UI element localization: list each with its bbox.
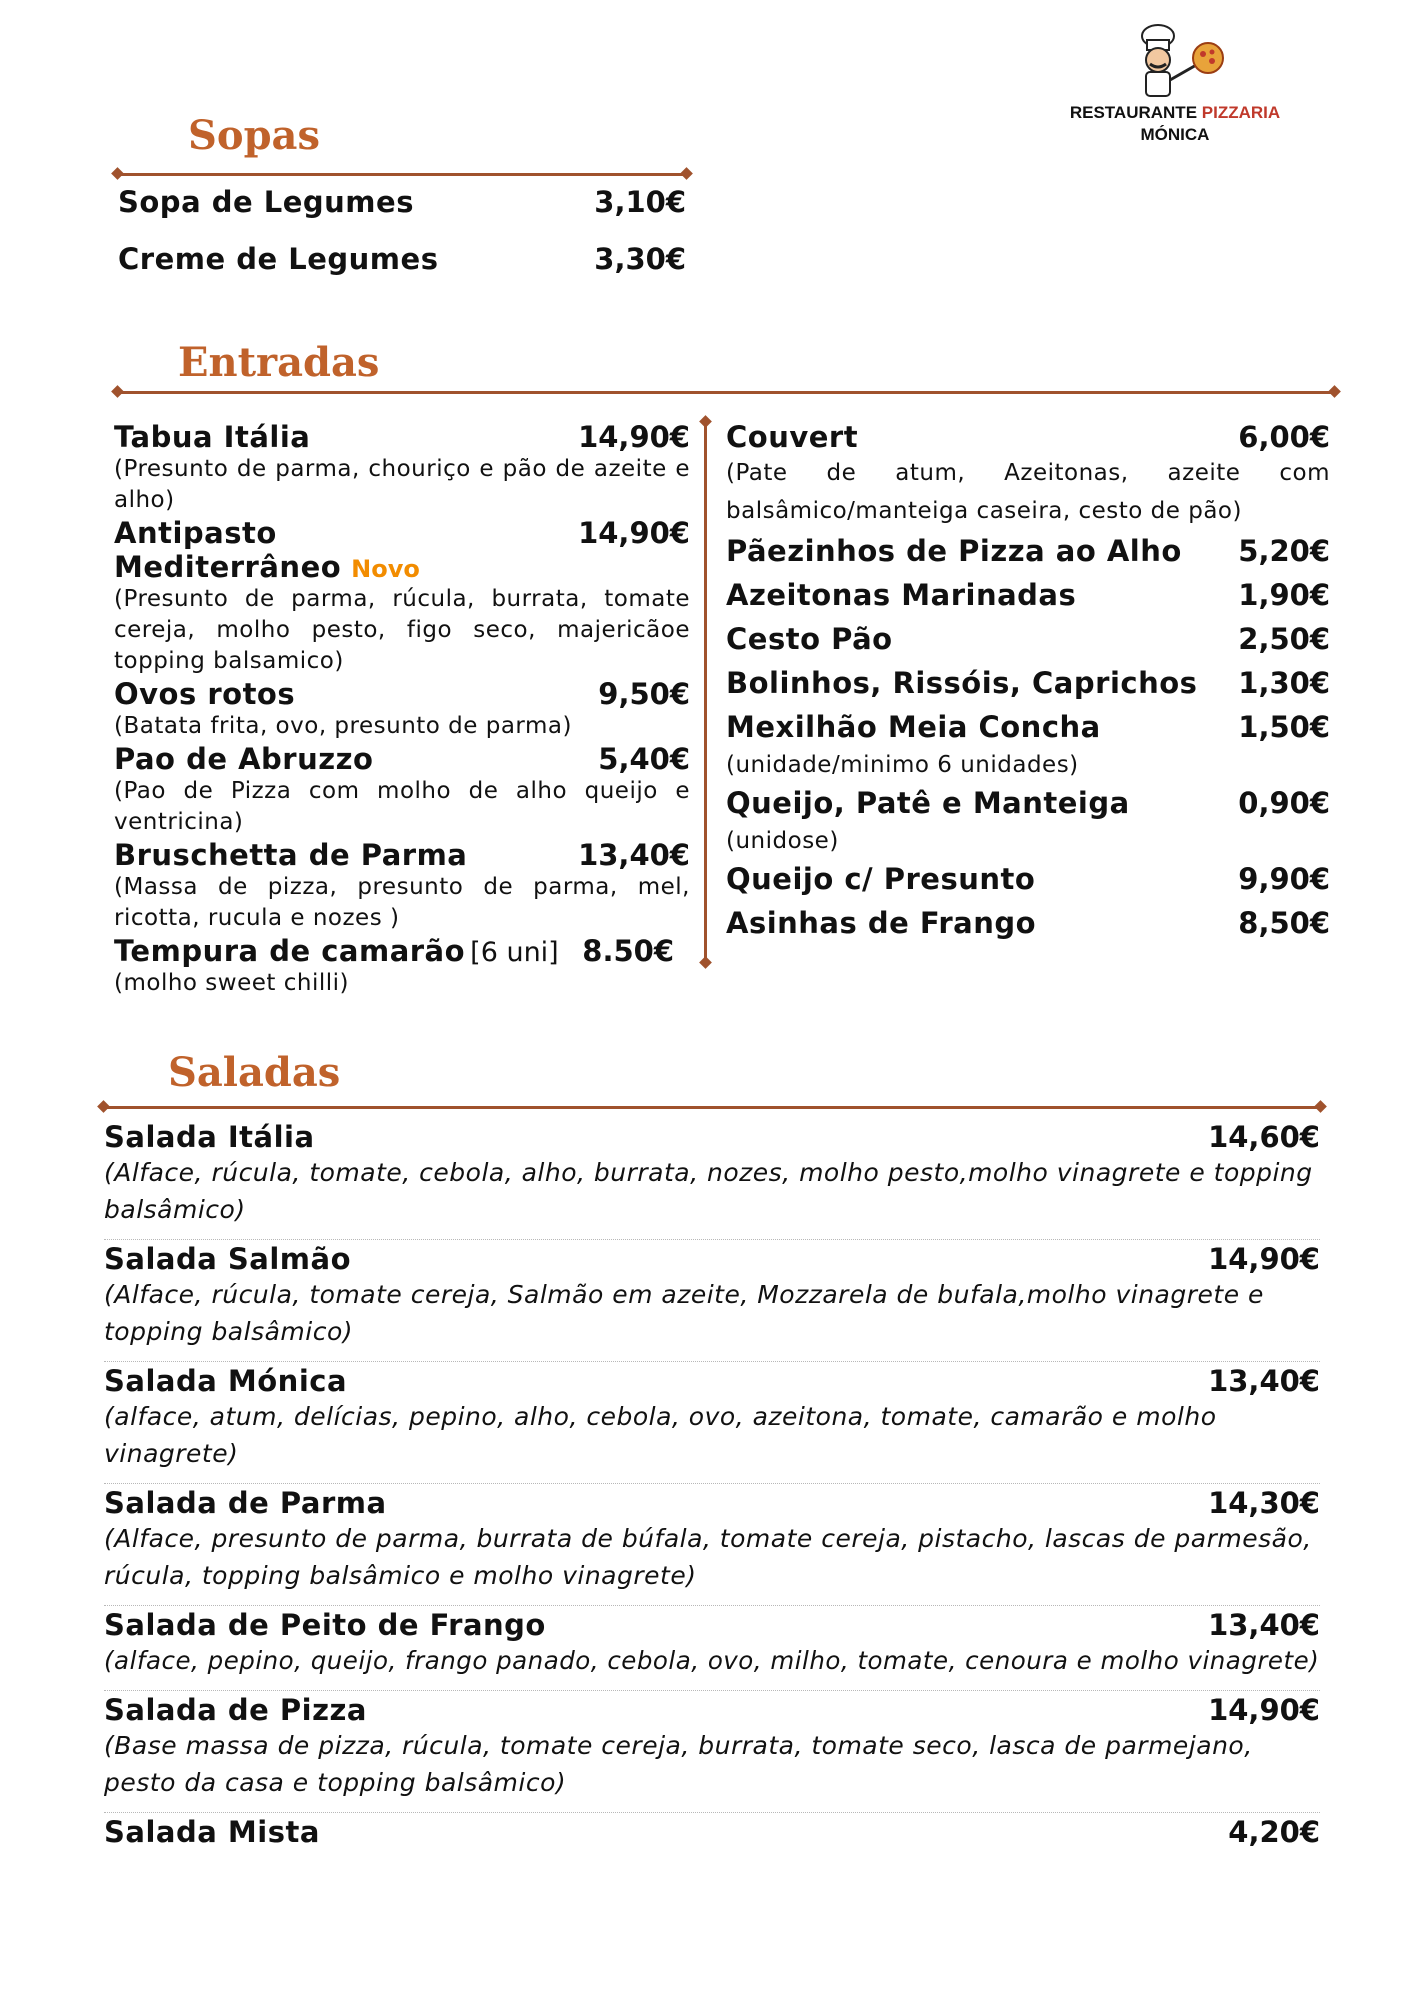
item-price: 8.50€ [582,934,674,968]
entradas-right-column [726,420,1330,950]
item-description: (unidose) [726,828,839,854]
item-price: 13,40€ [578,838,690,872]
item-name: Salada de Parma [104,1486,387,1520]
menu-item [726,534,1330,578]
item-name: Mexilhão Meia Concha [726,710,1101,744]
item-name: Pao de Abruzzo [114,742,374,776]
item-name: Couvert [726,420,859,454]
item-price: 14,30€ [1208,1486,1320,1520]
menu-item [114,516,690,677]
menu-item [726,578,1330,622]
menu-item [114,838,690,934]
item-price: 3,10€ [594,185,686,219]
item-description: (Presunto de parma, rúcula, burrata, tomate cereja, molho pesto, figo seco, majericãoe topping balsamico) [114,586,690,674]
menu-item [104,1815,1320,1849]
menu-item [104,1120,1320,1240]
item-price: 14,90€ [578,420,690,454]
section-divider-entradas [118,391,1334,394]
item-price: 5,20€ [1238,534,1330,568]
new-badge: Novo [351,555,420,583]
menu-item [104,1693,1320,1813]
item-name: Salada Mista [104,1815,320,1849]
logo-text-restaurante: RESTAURANTE [1069,103,1198,122]
item-description: (Alface, presunto de parma, burrata de búfala, tomate cereja, pistacho, lascas de parmesão, rúcula, topping balsâmico e molho vinagrete) [104,1524,1312,1590]
section-title-sopas: Sopas [188,112,320,159]
menu-item [726,420,1330,530]
item-description: (alface, atum, delícias, pepino, alho, cebola, ovo, azeitona, tomate, camarão e molho vinagrete) [104,1402,1217,1468]
item-name: Asinhas de Frango [726,906,1037,940]
menu-item [726,666,1330,710]
item-name: Sopa de Legumes [118,185,414,219]
menu-item [104,1364,1320,1484]
item-name: Salada de Pizza [104,1693,367,1727]
menu-item [726,786,1330,862]
item-description: (Presunto de parma, chouriço e pão de azeite e alho) [114,456,690,513]
sopas-list [118,185,686,299]
column-divider-entradas [704,422,707,962]
item-price: 5,40€ [598,742,690,776]
item-price: 1,90€ [1238,578,1330,612]
item-name: Pãezinhos de Pizza ao Alho [726,534,1182,568]
item-description: (molho sweet chilli) [114,970,349,996]
item-name: Bruschetta de Parma [114,838,468,872]
menu-item [726,710,1330,786]
logo [1040,22,1310,146]
menu-item [114,934,690,999]
menu-item [118,242,686,299]
item-price: 8,50€ [1238,906,1330,940]
item-name: Antipasto Mediterrâneo [114,516,342,584]
item-name: Bolinhos, Rissóis, Caprichos [726,666,1198,700]
item-price: 13,40€ [1208,1608,1320,1642]
item-description: (Alface, rúcula, tomate, cebola, alho, burrata, nozes, molho pesto,molho vinagrete e topping balsâmico) [104,1158,1313,1224]
section-divider-saladas [104,1106,1320,1109]
menu-item [104,1608,1320,1691]
menu-item [726,862,1330,906]
menu-item [726,622,1330,666]
item-name: Tabua Itália [114,420,311,454]
menu-item [114,742,690,838]
item-price: 1,50€ [1238,710,1330,744]
item-price: 14,60€ [1208,1120,1320,1154]
item-price: 2,50€ [1238,622,1330,656]
item-description: (Alface, rúcula, tomate cereja, Salmão em azeite, Mozzarela de bufala,molho vinagrete e topping balsâmico) [104,1280,1264,1346]
entradas-left-column [114,420,690,999]
saladas-list [104,1120,1320,1849]
item-price: 3,30€ [594,242,686,276]
item-name: Creme de Legumes [118,242,439,276]
logo-text-pizzaria: PIZZARIA [1201,103,1281,122]
item-name: Cesto Pão [726,622,893,656]
item-price: 13,40€ [1208,1364,1320,1398]
logo-text-monica: MÓNICA [1140,125,1210,144]
item-description: (Batata frita, ovo, presunto de parma) [114,713,572,739]
item-price: 14,90€ [1208,1693,1320,1727]
item-price: 0,90€ [1238,786,1330,820]
section-divider-sopas [118,173,686,176]
item-price: 9,50€ [598,677,690,711]
item-description: (Pate de atum, Azeitonas, azeite com balsâmico/manteiga caseira, cesto de pão) [726,460,1330,524]
item-price: 6,00€ [1238,420,1330,454]
item-price: 9,90€ [1238,862,1330,896]
item-name: Salada Mónica [104,1364,348,1398]
item-name: Queijo c/ Presunto [726,862,1036,896]
item-name: Azeitonas Marinadas [726,578,1077,612]
menu-item [118,185,686,242]
item-price: 14,90€ [578,516,690,550]
chef-pizza-icon [1120,22,1230,102]
item-price: 14,90€ [1208,1242,1320,1276]
item-name: Tempura de camarão [114,934,466,968]
menu-item [104,1242,1320,1362]
item-description: (Massa de pizza, presunto de parma, mel, ricotta, rucula e nozes ) [114,874,690,931]
item-description: (alface, pepino, queijo, frango panado, cebola, ovo, milho, tomate, cenoura e molho vinagrete) [104,1646,1320,1675]
item-price: 4,20€ [1228,1815,1320,1849]
item-description: (unidade/minimo 6 unidades) [726,752,1079,778]
item-name: Salada Salmão [104,1242,351,1276]
section-title-entradas: Entradas [178,339,380,386]
item-name: Salada Itália [104,1120,315,1154]
section-title-saladas: Saladas [168,1049,341,1096]
item-name: Ovos rotos [114,677,296,711]
item-name: Salada de Peito de Frango [104,1608,546,1642]
item-quantity: [6 uni] [470,937,559,968]
item-description: (Pao de Pizza com molho de alho queijo e ventricina) [114,778,690,835]
menu-item [726,906,1330,950]
menu-item [114,420,690,516]
menu-item [114,677,690,742]
menu-item [104,1486,1320,1606]
item-price: 1,30€ [1238,666,1330,700]
item-description: (Base massa de pizza, rúcula, tomate cereja, burrata, tomate seco, lasca de parmejano, pesto da casa e topping balsâmico) [104,1731,1253,1797]
item-name: Queijo, Patê e Manteiga [726,786,1130,820]
